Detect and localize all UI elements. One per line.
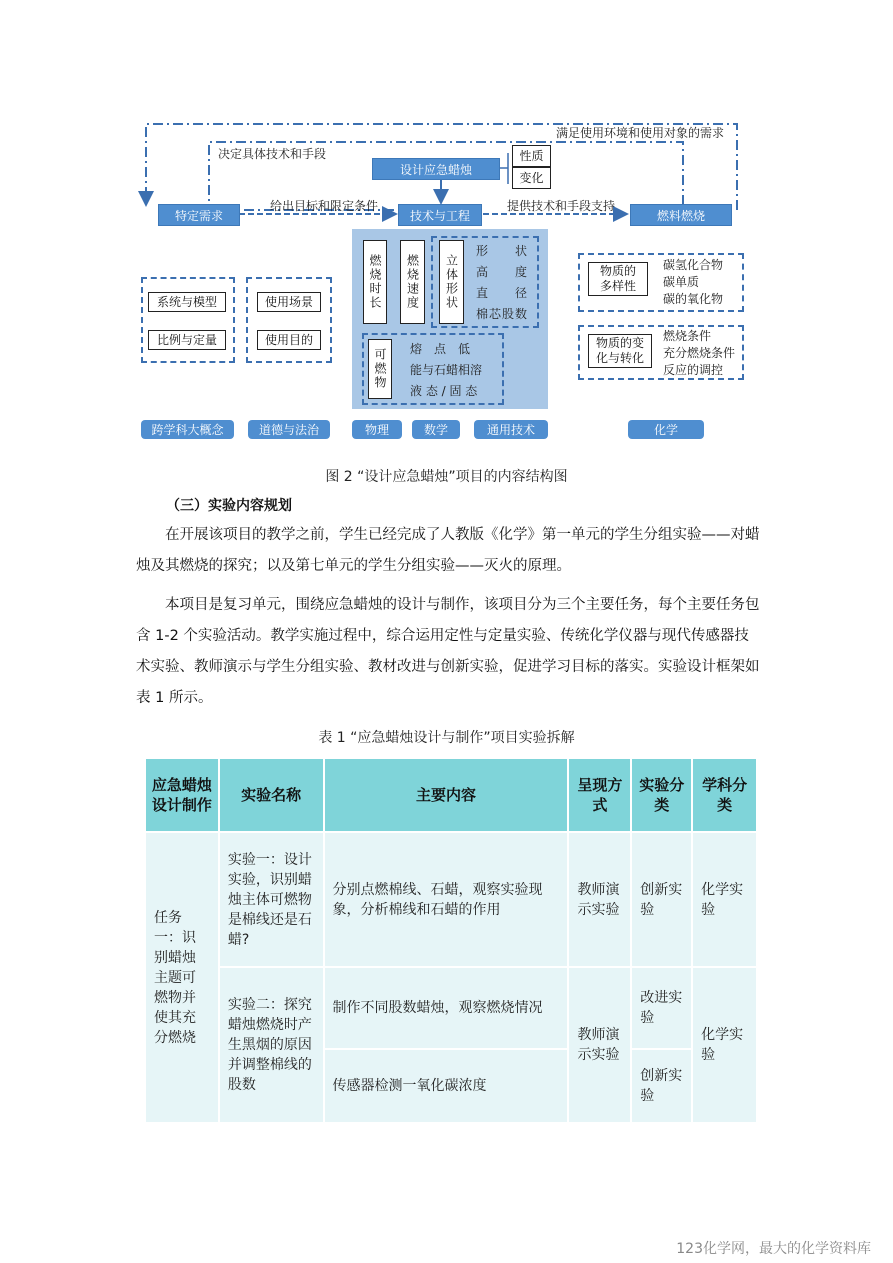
subject-physics: 物理 — [352, 420, 402, 439]
label-decide: 决定具体技术和手段 — [218, 147, 327, 161]
design-candle-box: 设计应急蜡烛 — [372, 158, 500, 180]
subject-chemistry: 化学 — [628, 420, 704, 439]
substance-diversity-box: 物质的多样性 — [588, 262, 648, 296]
specific-needs-node: 特定需求 — [158, 204, 240, 226]
method-cell: 教师演示实验 — [569, 833, 630, 966]
subject-cross: 跨学科大概念 — [141, 420, 234, 439]
change-box: 变化 — [512, 167, 551, 189]
exp-name-cell: 实验一：设计实验，识别蜡烛主体可燃物是棉线还是石蜡? — [220, 833, 323, 966]
task-cell: 任务一：识别蜡烛主题可燃物并使其充分燃烧 — [146, 833, 218, 1122]
combustible-attr: 熔 点 低 — [410, 342, 471, 356]
label-provide: 提供技术和手段支持 — [507, 199, 616, 213]
category-cell: 创新实验 — [632, 1050, 691, 1122]
diversity-item: 碳单质 — [663, 275, 700, 289]
fuel-combustion-node: 燃料燃烧 — [630, 204, 732, 226]
cross-discipline-group — [141, 277, 235, 363]
shape-attr: 高 度 — [476, 265, 529, 279]
subject-ethics: 道德与法治 — [248, 420, 330, 439]
change-item: 燃烧条件 — [663, 329, 712, 343]
subject-math: 数学 — [412, 420, 460, 439]
label-give: 给出目标和限定条件 — [270, 199, 379, 213]
table-row — [146, 968, 756, 1048]
usage-scenario-box: 使用场景 — [257, 292, 321, 312]
header-subject-category: 学科分类 — [693, 759, 756, 831]
table-caption: 表 1 “应急蜡烛设计与制作”项目实验拆解 — [318, 730, 575, 746]
combustible-attr: 能与石蜡相溶 — [410, 363, 483, 377]
subject-cell: 化学实验 — [693, 968, 756, 1122]
burn-time-box: 燃烧时长 — [363, 240, 387, 324]
diversity-items — [663, 257, 723, 308]
header-exp-category: 实验分类 — [632, 759, 691, 831]
content-cell: 制作不同股数蜡烛，观察燃烧情况 — [325, 968, 568, 1048]
diversity-item: 碳氢化合物 — [663, 258, 724, 272]
usage-purpose-box: 使用目的 — [257, 330, 321, 350]
content-structure-diagram — [0, 0, 893, 450]
category-cell: 创新实验 — [632, 833, 691, 966]
content-cell: 分别点燃棉线、石蜡，观察实验现象，分析棉线和石蜡的作用 — [325, 833, 568, 966]
change-items — [663, 328, 735, 379]
content-cell: 传感器检测一氧化碳浓度 — [325, 1050, 568, 1122]
method-cell: 教师演示实验 — [569, 968, 630, 1122]
solid-shape-box: 立体形状 — [439, 240, 464, 324]
header-exp-name: 实验名称 — [220, 759, 323, 831]
ratio-quantity-box: 比例与定量 — [148, 330, 226, 350]
header-content: 主要内容 — [325, 759, 568, 831]
change-item: 反应的调控 — [663, 363, 724, 377]
shape-attributes — [476, 241, 534, 325]
site-footer: 123化学网，最大的化学资料库 — [676, 1241, 871, 1257]
combustible-attributes — [410, 339, 482, 402]
experiment-table — [144, 757, 758, 1124]
shape-attr: 直 径 — [476, 286, 529, 300]
section-heading: （三）实验内容规划 — [166, 498, 292, 514]
burn-speed-box: 燃烧速度 — [400, 240, 425, 324]
combustible-attr: 液 态 / 固 态 — [410, 384, 478, 398]
tech-engineering-node: 技术与工程 — [398, 204, 482, 226]
paragraph-2: 本项目是复习单元，围绕应急蜡烛的设计与制作，该项目分为三个主要任务，每个主要任务包含 1-2 个实验活动。教学实施过程中，综合运用定性与定量实验、传统化学仪器与现代传感器技术实验、教师演示与学生分组实验、教材改进与创新实验，促进学习目标的落实。实验设计框架如表 1 所示。 — [136, 597, 760, 706]
label-needs: 满足使用环境和使用对象的需求 — [556, 126, 725, 140]
header-method: 呈现方式 — [569, 759, 630, 831]
combustible-box: 可燃物 — [368, 339, 392, 399]
table-row — [146, 833, 756, 966]
figure-caption: 图 2 “设计应急蜡烛”项目的内容结构图 — [325, 469, 568, 485]
shape-attr: 棉芯股数 — [476, 307, 529, 321]
system-model-box: 系统与模型 — [148, 292, 226, 312]
subject-general-tech: 通用技术 — [474, 420, 548, 439]
property-box: 性质 — [512, 145, 551, 167]
category-cell: 改进实验 — [632, 968, 691, 1048]
exp-name-cell: 实验二：探究蜡烛燃烧时产生黑烟的原因并调整棉线的股数 — [220, 968, 323, 1122]
substance-change-box: 物质的变化与转化 — [588, 334, 652, 368]
shape-attr: 形 状 — [476, 244, 529, 258]
change-item: 充分燃烧条件 — [663, 346, 736, 360]
ethics-group — [246, 277, 332, 363]
subject-cell: 化学实验 — [693, 833, 756, 966]
paragraph-1: 在开展该项目的教学之前，学生已经完成了人教版《化学》第一单元的学生分组实验——对蜡烛及其燃烧的探究；以及第七单元的学生分组实验——灭火的原理。 — [136, 527, 760, 574]
diversity-item: 碳的氧化物 — [663, 292, 724, 306]
header-task: 应急蜡烛设计制作 — [146, 759, 218, 831]
